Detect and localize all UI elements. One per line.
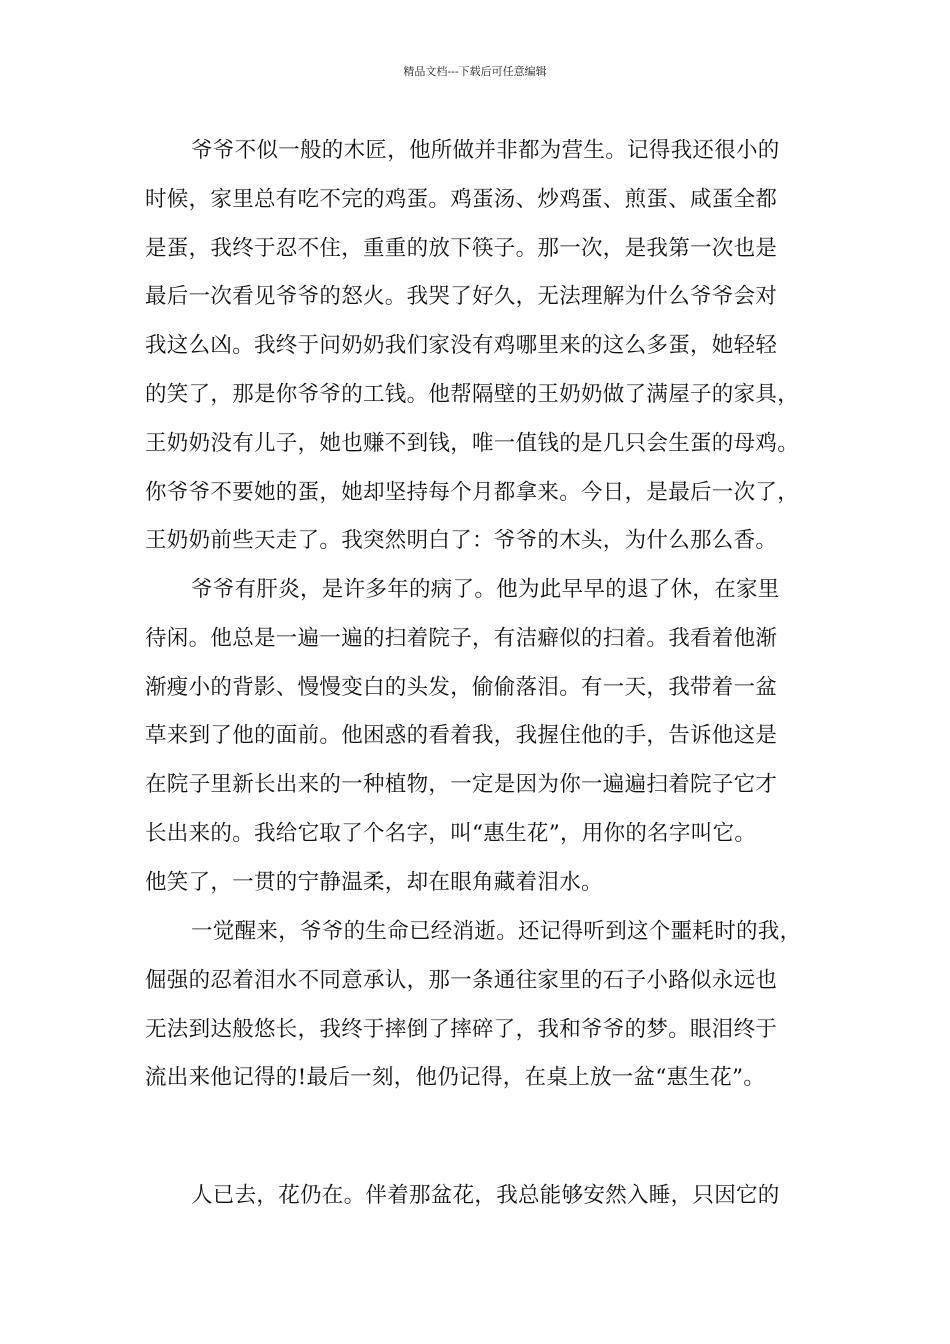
paragraph-2 (145, 566, 815, 908)
text-line: 人已去，花仍在。伴着那盆花，我总能够安然入睡，只因它的 (191, 1183, 780, 1208)
text-line: 时候，家里总有吃不完的鸡蛋。鸡蛋汤、炒鸡蛋、煎蛋、咸蛋全都 (145, 186, 778, 212)
text-line: 爷爷不似一般的木匠，他所做并非都为营生。记得我还很小的 (191, 138, 780, 163)
text-line: 待闲。他总是一遍一遍的扫着院子，有洁癖似的扫着。我看着他渐 (145, 625, 778, 651)
text-line: 我这么凶。我终于问奶奶我们家没有鸡哪里来的这么多蛋，她轻轻 (145, 333, 778, 359)
text-line: 他笑了，一贯的宁静温柔，却在眼角藏着泪水。 (145, 869, 603, 895)
text-line: 爷爷有肝炎，是许多年的病了。他为此早早的退了休，在家里 (191, 577, 780, 602)
text-line: 是蛋，我终于忍不住，重重的放下筷子。那一次，是我第一次也是 (145, 235, 778, 261)
text-line: 流出来他记得的!最后一刻，他仍记得，在桌上放一盆“惠生花”。 (145, 1065, 766, 1091)
paragraph-3 (145, 908, 815, 1103)
text-line: 王奶奶没有儿子，她也赚不到钱，唯一值钱的是几只会生蛋的母鸡。 (145, 430, 800, 456)
text-line: 的笑了，那是你爷爷的工钱。他帮隔壁的王奶奶做了满屋子的家具， (145, 381, 800, 407)
text-line: 无法到达般悠长，我终于摔倒了摔碎了，我和爷爷的梦。眼泪终于 (145, 1016, 778, 1042)
text-line: 一觉醒来，爷爷的生命已经消逝。还记得听到这个噩耗时的我， (191, 919, 802, 944)
text-line: 长出来的。我给它取了个名字，叫“惠生花”，用你的名字叫它。 (145, 820, 757, 846)
text-line: 草来到了他的面前。他困惑的看着我，我握住他的手，告诉他这是 (145, 723, 778, 749)
page-header: 精品文档---下载后可任意编辑 (403, 65, 547, 78)
text-line: 渐瘦小的背影、慢慢变白的头发，偷偷落泪。有一天，我带着一盆 (145, 674, 778, 700)
text-line: 在院子里新长出来的一种植物，一定是因为你一遍遍扫着院子它才 (145, 772, 778, 798)
text-line: 最后一次看见爷爷的怒火。我哭了好久，无法理解为什么爷爷会对 (145, 284, 778, 310)
text-line: 倔强的忍着泪水不同意承认，那一条通往家里的石子小路似永远也 (145, 967, 778, 993)
paragraph-1 (145, 127, 815, 566)
paragraph-4 (145, 1172, 815, 1221)
text-line: 你爷爷不要她的蛋，她却坚持每个月都拿来。今日，是最后一次了， (145, 479, 800, 505)
text-line: 王奶奶前些天走了。我突然明白了：爷爷的木头，为什么那么香。 (145, 528, 778, 554)
